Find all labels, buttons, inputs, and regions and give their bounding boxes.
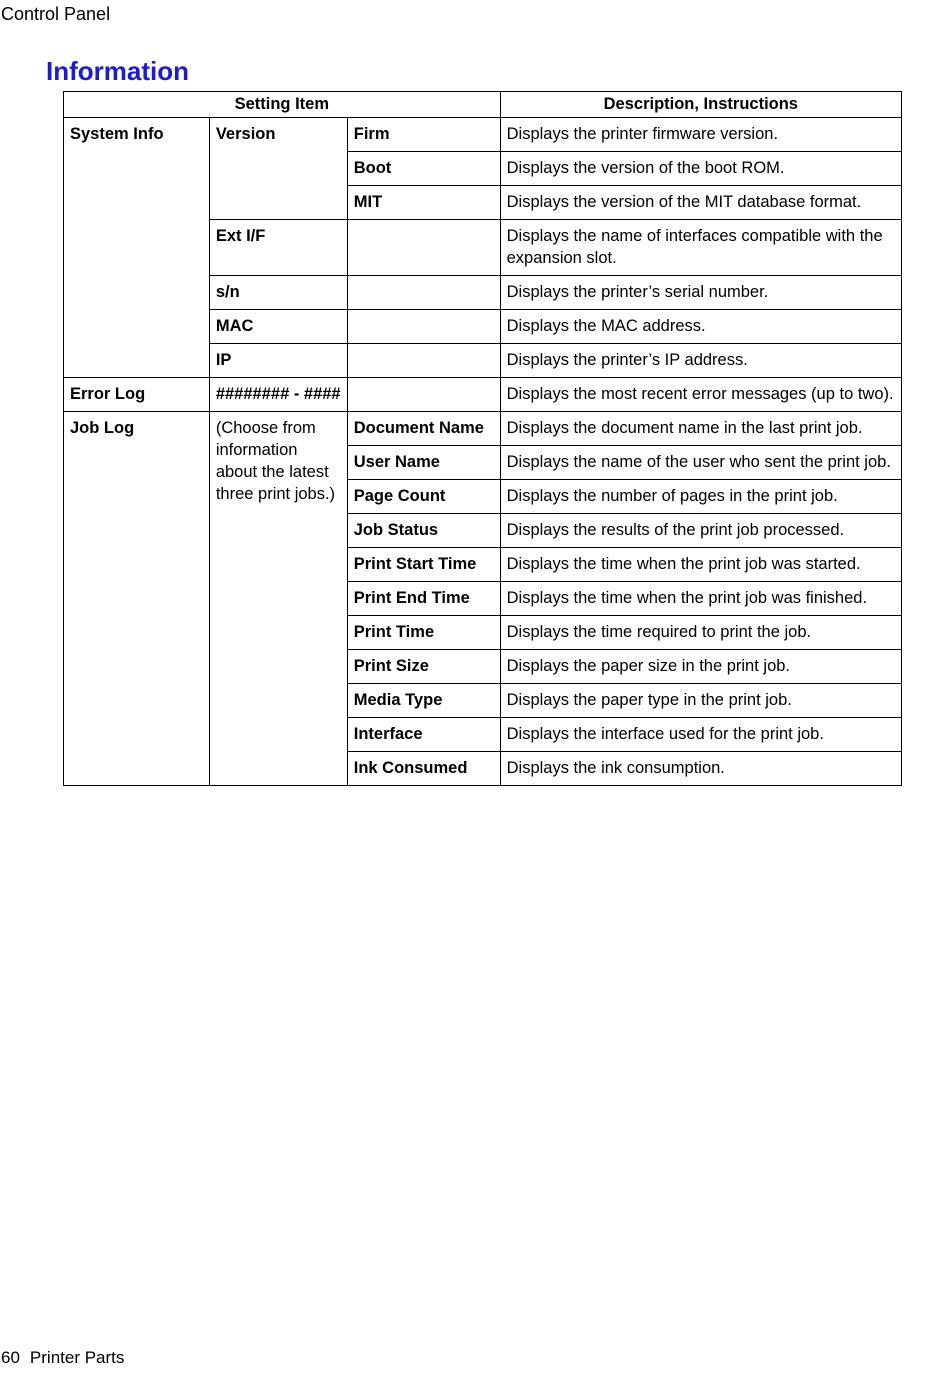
table-row xyxy=(64,378,902,412)
table-header-row xyxy=(64,92,902,118)
group-job-log: Job Log xyxy=(64,412,210,786)
description: Displays the printer firmware version. xyxy=(500,118,901,152)
description: Displays the time when the print job was started. xyxy=(500,548,901,582)
setting-item: Media Type xyxy=(347,684,500,718)
job-log-note: (Choose from information about the latest three print jobs.) xyxy=(209,412,347,786)
setting-item: User Name xyxy=(347,446,500,480)
table-row xyxy=(64,412,902,446)
empty-cell xyxy=(347,378,500,412)
setting-item: Print Size xyxy=(347,650,500,684)
setting-item: Job Status xyxy=(347,514,500,548)
table-row xyxy=(64,118,902,152)
description: Displays the document name in the last print job. xyxy=(500,412,901,446)
description: Displays the version of the MIT database format. xyxy=(500,186,901,220)
setting-item: Boot xyxy=(347,152,500,186)
version-label: Version xyxy=(209,118,347,220)
description: Displays the version of the boot ROM. xyxy=(500,152,901,186)
setting-item: MAC xyxy=(209,310,347,344)
description: Displays the printer’s serial number. xyxy=(500,276,901,310)
group-error-log: Error Log xyxy=(64,378,210,412)
description: Displays the interface used for the print job. xyxy=(500,718,901,752)
setting-item: Print Time xyxy=(347,616,500,650)
setting-item: Page Count xyxy=(347,480,500,514)
description: Displays the time required to print the job. xyxy=(500,616,901,650)
empty-cell xyxy=(347,220,500,276)
setting-item: ######## - #### xyxy=(209,378,347,412)
empty-cell xyxy=(347,276,500,310)
setting-item: s/n xyxy=(209,276,347,310)
description: Displays the printer’s IP address. xyxy=(500,344,901,378)
description: Displays the paper size in the print job. xyxy=(500,650,901,684)
setting-item: Ext I/F xyxy=(209,220,347,276)
information-table xyxy=(63,91,902,786)
setting-item: Ink Consumed xyxy=(347,752,500,786)
description: Displays the paper type in the print job. xyxy=(500,684,901,718)
description: Displays the results of the print job processed. xyxy=(500,514,901,548)
setting-item: MIT xyxy=(347,186,500,220)
description: Displays the MAC address. xyxy=(500,310,901,344)
description: Displays the ink consumption. xyxy=(500,752,901,786)
running-head: Control Panel xyxy=(1,4,111,24)
description: Displays the most recent error messages (up to two). xyxy=(500,378,901,412)
setting-item: Interface xyxy=(347,718,500,752)
description: Displays the name of the user who sent the print job. xyxy=(500,446,901,480)
description: Displays the number of pages in the print job. xyxy=(500,480,901,514)
empty-cell xyxy=(347,344,500,378)
footer-section-name: Printer Parts xyxy=(29,1348,125,1367)
description-header: Description, Instructions xyxy=(500,92,901,118)
setting-item: IP xyxy=(209,344,347,378)
section-title: Information xyxy=(46,56,189,86)
description: Displays the name of interfaces compatible with the expansion slot. xyxy=(500,220,901,276)
page-number: 60 xyxy=(1,1348,20,1367)
empty-cell xyxy=(347,310,500,344)
setting-item: Print End Time xyxy=(347,582,500,616)
page-footer xyxy=(1,1348,124,1368)
setting-item: Firm xyxy=(347,118,500,152)
setting-item-header: Setting Item xyxy=(64,92,501,118)
setting-item: Document Name xyxy=(347,412,500,446)
setting-item: Print Start Time xyxy=(347,548,500,582)
group-system-info: System Info xyxy=(64,118,210,378)
description: Displays the time when the print job was finished. xyxy=(500,582,901,616)
